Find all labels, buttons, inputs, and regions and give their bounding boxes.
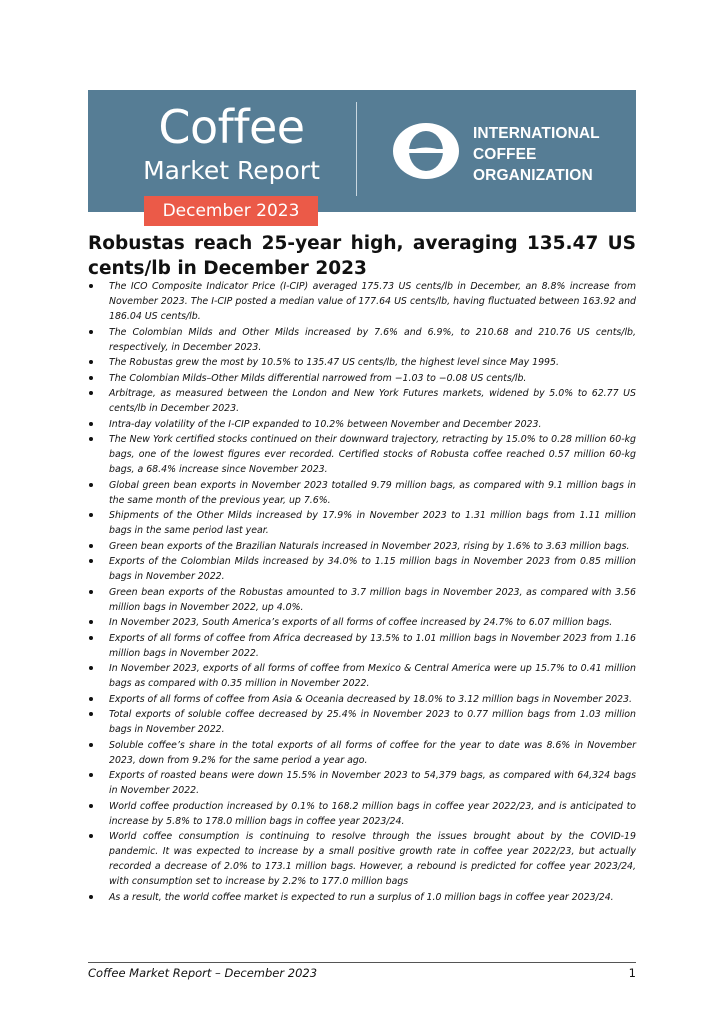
list-item-text: Exports of all forms of coffee from Asia & Oceania decreased by 18.0% to 3.12 million bags in November 2023. xyxy=(109,693,632,705)
list-item xyxy=(88,631,636,661)
bullet-icon xyxy=(89,391,93,395)
list-item xyxy=(88,355,636,370)
report-title-coffee: Coffee xyxy=(158,100,305,154)
bullet-icon xyxy=(89,834,93,838)
bullet-icon xyxy=(89,330,93,334)
report-banner xyxy=(88,90,636,212)
bullet-icon xyxy=(89,895,93,899)
bullet-icon xyxy=(89,620,93,624)
list-item xyxy=(88,829,636,889)
list-item-text: Soluble coffee’s share in the total exports of all forms of coffee for the year to date was 8.6% in November 2023, down from 9.2% for the same period a year ago. xyxy=(109,739,636,766)
list-item-text: Exports of roasted beans were down 15.5% in November 2023 to 54,379 bags, as compared with 64,324 bags in November 2022. xyxy=(109,770,636,796)
list-item xyxy=(88,554,636,584)
bullet-icon xyxy=(89,743,93,747)
list-item xyxy=(88,768,636,798)
ico-coffee-bean-logo-icon xyxy=(392,122,460,180)
list-item xyxy=(88,585,636,615)
organization-name xyxy=(473,123,600,186)
list-item xyxy=(88,890,636,905)
list-item-text: Arbitrage, as measured between the London and New York Futures markets, widened by 5.0% to 62.77 US cents/lb in December 2023. xyxy=(109,388,636,414)
list-item xyxy=(88,371,636,386)
bullet-icon xyxy=(89,559,93,563)
list-item xyxy=(88,478,636,508)
footer-rule xyxy=(88,962,636,963)
bullet-icon xyxy=(89,804,93,808)
list-item xyxy=(88,799,636,829)
list-item xyxy=(88,279,636,324)
list-item-text: World coffee consumption is continuing to resolve through the issues brought about by the COVID-19 pandemic. It was expected to increase by a small positive growth rate in coffee year 2022/23, but actually recorded a decrease of 2.0% to 173.1 million bags. However, a rebound is predicted for coffee year 2023/24, with consumption set to increase by 2.2% to 177.0 million bags xyxy=(109,831,636,887)
list-item-text: In November 2023, exports of all forms of coffee from Mexico & Central America were up 15.7% to 0.41 million bags as compared with 0.35 million in November 2022. xyxy=(109,663,636,689)
bullet-icon xyxy=(89,590,93,594)
list-item xyxy=(88,539,636,554)
list-item-text: Green bean exports of the Robustas amounted to 3.7 million bags in November 2023, as compared with 3.56 million bags in November 2022, up 4.0%. xyxy=(109,586,636,613)
list-item xyxy=(88,707,636,737)
bullet-icon xyxy=(89,284,93,288)
list-item-text: Shipments of the Other Milds increased by 17.9% in November 2023 to 1.31 million bags from 1.11 million bags in the same period last year. xyxy=(109,510,636,536)
report-headline: Robustas reach 25-year high, averaging 135.47 US cents/lb in December 2023 xyxy=(88,233,636,279)
bullet-icon xyxy=(89,360,93,364)
highlights-list xyxy=(88,279,636,905)
list-item xyxy=(88,661,636,691)
org-line-international: INTERNATIONAL xyxy=(473,125,600,142)
list-item xyxy=(88,417,636,432)
list-item-text: Intra-day volatility of the I-CIP expanded to 10.2% between November and December 2023. xyxy=(109,418,542,430)
bullet-icon xyxy=(89,636,93,640)
page-number: 1 xyxy=(628,966,636,980)
list-item-text: Total exports of soluble coffee decreased by 25.4% in November 2023 to 0.77 million bags from 1.03 million bags in November 2022. xyxy=(109,709,636,735)
list-item-text: The ICO Composite Indicator Price (I-CIP) averaged 175.73 US cents/lb in December, an 8.8% increase from November 2023. The I-CIP posted a median value of 177.64 US cents/lb, having fluctuated between 163.92 and 186.04 US cents/lb. xyxy=(109,281,636,322)
list-item xyxy=(88,325,636,355)
bullet-icon xyxy=(89,666,93,670)
report-title xyxy=(134,100,329,186)
bullet-icon xyxy=(89,437,93,441)
report-date-tab: December 2023 xyxy=(144,196,318,226)
list-item xyxy=(88,508,636,538)
list-item-text: Global green bean exports in November 2023 totalled 9.79 million bags, as compared with 9.1 million bags in the same month of the previous year, up 7.6%. xyxy=(109,479,636,506)
bullet-icon xyxy=(89,376,93,380)
list-item-text: The Colombian Milds–Other Milds differential narrowed from −1.03 to −0.08 US cents/lb. xyxy=(109,372,527,384)
list-item xyxy=(88,386,636,416)
bullet-icon xyxy=(89,544,93,548)
footer-title: Coffee Market Report – December 2023 xyxy=(88,966,318,980)
list-item xyxy=(88,738,636,768)
org-line-coffee: COFFEE xyxy=(473,146,537,163)
list-item xyxy=(88,432,636,477)
list-item-text: Exports of the Colombian Milds increased by 34.0% to 1.15 million bags in November 2023 from 0.85 million bags in November 2022. xyxy=(109,556,636,582)
banner-divider xyxy=(356,102,357,196)
bullet-icon xyxy=(89,712,93,716)
bullet-icon xyxy=(89,773,93,777)
bullet-icon xyxy=(89,483,93,487)
list-item-text: The Colombian Milds and Other Milds increased by 7.6% and 6.9%, to 210.68 and 210.76 US cents/lb, respectively, in December 2023. xyxy=(109,326,636,353)
list-item xyxy=(88,615,636,630)
list-item-text: Exports of all forms of coffee from Africa decreased by 13.5% to 1.01 million bags in November 2023 from 1.16 million bags in November 2022. xyxy=(109,632,636,659)
list-item-text: Green bean exports of the Brazilian Naturals increased in November 2023, rising by 1.6% to 3.63 million bags. xyxy=(109,540,630,552)
list-item-text: As a result, the world coffee market is expected to run a surplus of 1.0 million bags in coffee year 2023/24. xyxy=(109,891,614,903)
bullet-icon xyxy=(89,513,93,517)
list-item-text: In November 2023, South America’s exports of all forms of coffee increased by 24.7% to 6.07 million bags. xyxy=(109,617,613,628)
report-title-market-report: Market Report xyxy=(143,156,320,185)
list-item-text: World coffee production increased by 0.1% to 168.2 million bags in coffee year 2022/23, and is anticipated to increase by 5.8% to 178.0 million bags in coffee year 2023/24. xyxy=(109,800,636,827)
list-item-text: The Robustas grew the most by 10.5% to 135.47 US cents/lb, the highest level since May 1995. xyxy=(109,357,559,368)
bullet-icon xyxy=(89,697,93,701)
list-item-text: The New York certified stocks continued on their downward trajectory, retracting by 15.0% to 0.28 million 60-kg bags, one of the lowest figures ever recorded. Certified stocks of Robusta coffee reached 0.57 million 60-kg bags, a 68.4% increase since November 2023. xyxy=(109,434,636,475)
list-item xyxy=(88,692,636,707)
org-line-organization: ORGANIZATION xyxy=(473,167,593,184)
bullet-icon xyxy=(89,422,93,426)
